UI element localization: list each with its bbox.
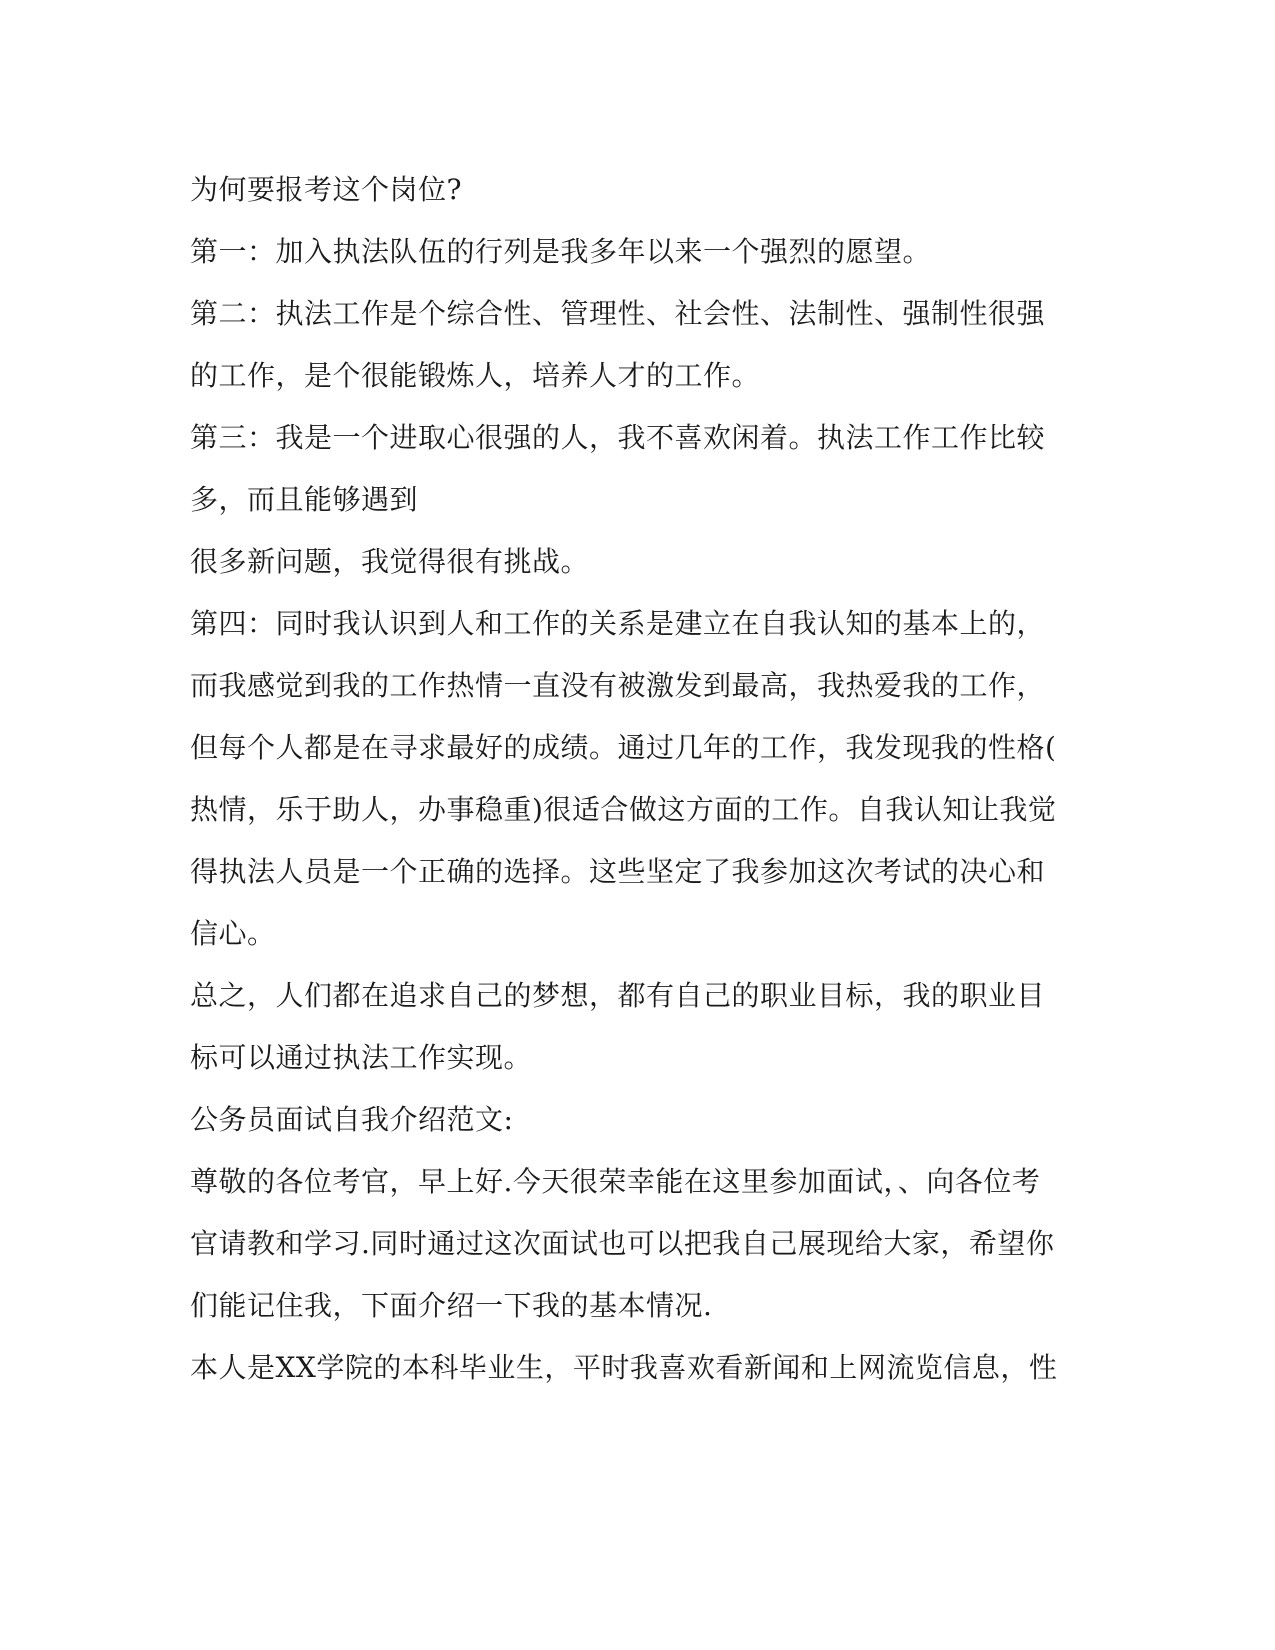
paragraph-line: 总之，人们都在追求自己的梦想，都有自己的职业目标，我的职业目	[190, 979, 1046, 1012]
paragraph-line: 第一：加入执法队伍的行列是我多年以来一个强烈的愿望。	[190, 235, 932, 268]
paragraph-line: 官请教和学习.同时通过这次面试也可以把我自己展现给大家，希望你	[190, 1227, 1055, 1260]
paragraph-line: 们能记住我，下面介绍一下我的基本情况.	[190, 1289, 713, 1322]
paragraph-line: 第二：执法工作是个综合性、管理性、社会性、法制性、强制性很强	[190, 297, 1046, 330]
paragraph-line: 得执法人员是一个正确的选择。这些坚定了我参加这次考试的决心和	[190, 855, 1046, 888]
document-body	[190, 159, 1090, 1399]
paragraph-line: 尊敬的各位考官，早上好.今天很荣幸能在这里参加面试，、向各位考	[190, 1165, 1041, 1198]
paragraph-line: 多，而且能够遇到	[190, 483, 419, 516]
paragraph-line: 本人是XX学院的本科毕业生，平时我喜欢看新闻和上网流览信息，性	[190, 1351, 1058, 1384]
paragraph-line: 热情，乐于助人，办事稳重)很适合做这方面的工作。自我认知让我觉	[190, 793, 1057, 826]
paragraph-line: 但每个人都是在寻求最好的成绩。通过几年的工作，我发现我的性格(	[190, 731, 1057, 764]
paragraph-line: 第四：同时我认识到人和工作的关系是建立在自我认知的基本上的，	[190, 607, 1046, 640]
heading-line: 为何要报考这个岗位?	[190, 173, 463, 206]
section-heading-line: 公务员面试自我介绍范文:	[190, 1103, 514, 1136]
paragraph-line: 标可以通过执法工作实现。	[190, 1041, 533, 1074]
paragraph-line: 而我感觉到我的工作热情一直没有被激发到最高，我热爱我的工作，	[190, 669, 1046, 702]
paragraph-line: 第三：我是一个进取心很强的人，我不喜欢闲着。执法工作工作比较	[190, 421, 1046, 454]
paragraph-line: 很多新问题，我觉得很有挑战。	[190, 545, 590, 578]
paragraph-line: 信心。	[190, 917, 276, 950]
paragraph-line: 的工作，是个很能锻炼人，培养人才的工作。	[190, 359, 761, 392]
